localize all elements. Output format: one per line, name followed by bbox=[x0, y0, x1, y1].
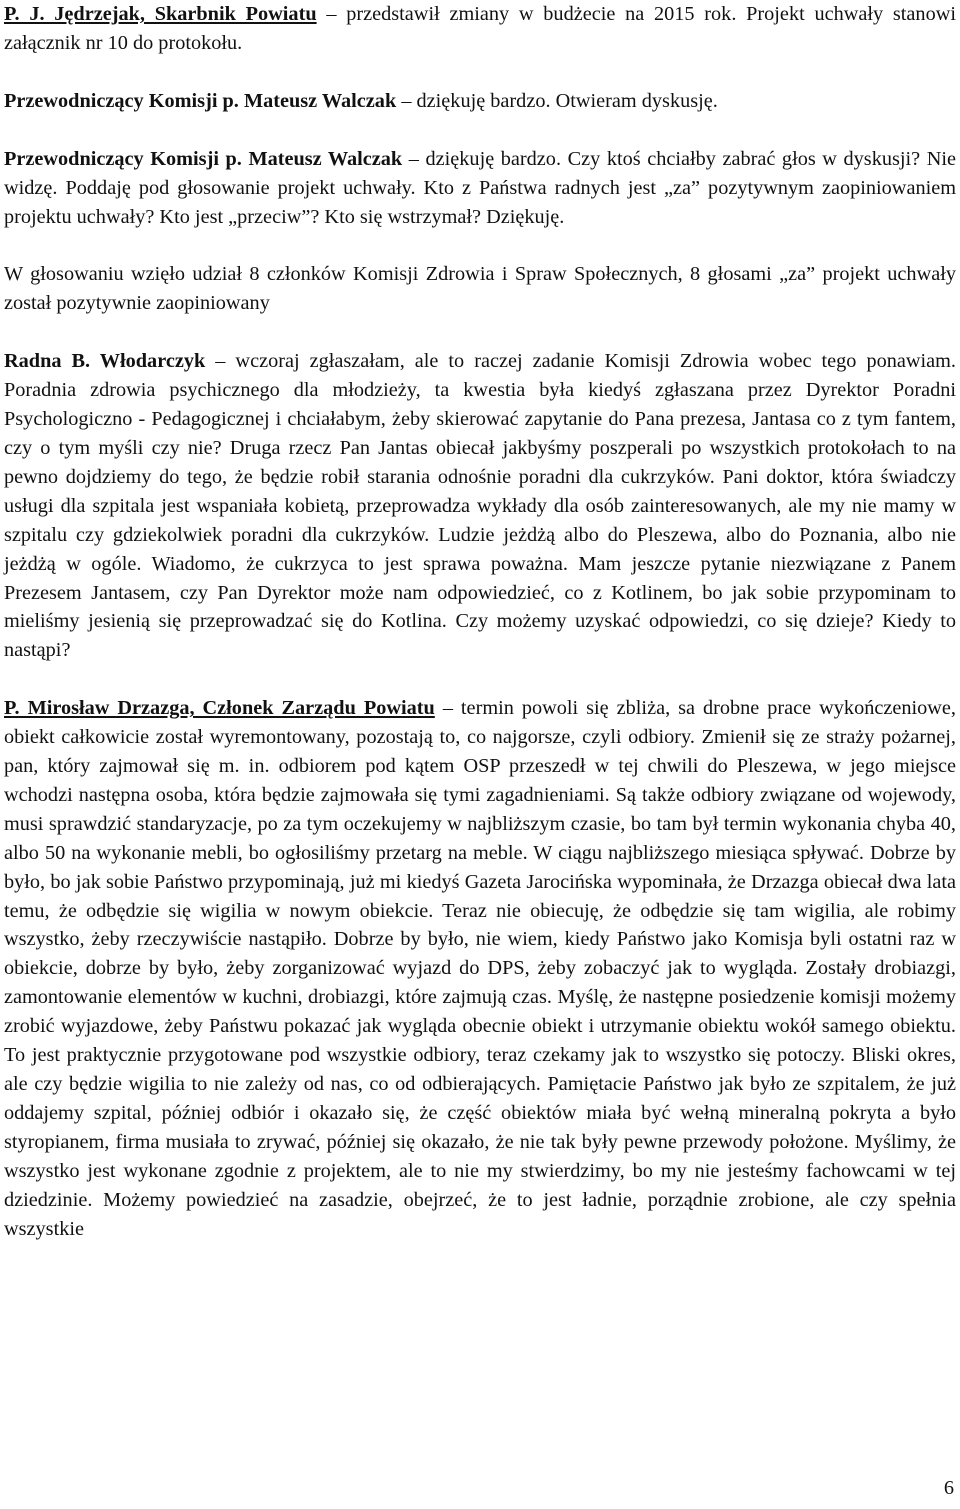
speaker-name: Przewodniczący Komisji p. Mateusz Walczak bbox=[4, 89, 397, 112]
paragraph-text: W głosowaniu wzięło udział 8 członków Komisji Zdrowia i Spraw Społecznych, 8 głosami „za” projekt uchwały został pozytywnie zaopiniowany bbox=[4, 263, 956, 315]
speaker-name: Radna B. Włodarczyk bbox=[4, 350, 206, 373]
paragraph-spacer bbox=[4, 318, 956, 347]
paragraph-chairman-open-discussion bbox=[4, 87, 956, 116]
paragraph-spacer bbox=[4, 58, 956, 87]
paragraph-councillor-wlodarczyk bbox=[4, 347, 956, 665]
paragraph-text: – dziękuję bardzo. Czy ktoś chciałby zabrać głos w dyskusji? Nie widzę. Poddaję pod głosowanie projekt uchwały. Kto z Państwa radnych jest „za” pozytywnym zaopiniowaniem projektu uchwały? Kto jest „przeciw”? Kto się wstrzymał? Dziękuję. bbox=[4, 147, 956, 228]
paragraph-treasurer-statement bbox=[4, 0, 956, 58]
paragraph-board-member-drzazga bbox=[4, 694, 956, 1243]
paragraph-text: – termin powoli się zbliża, sa drobne prace wykończeniowe, obiekt całkowicie został wyremontowany, pozostają to, co najgorsze, czyli odbiory. Zmienił się ze straży pożarnej, pan, który zajmował się m. in. odbiorem pod kątem OSP przeszedł w tej chwili do Pleszewa, w jego miejsce wchodzi następna osoba, która będzie zajmowała się tymi zagadnieniami. Są także odbiory związane od wojewody, musi sprawdzić standaryzacje, po za tym oczekujemy w najbliższym czasie, bo tam był termin wykonania chyba 40, albo 50 na wykonanie mebli, bo ogłosiliśmy przetarg na meble. W ciągu najbliższego miesiąca spływać. Dobrze by było, bo jak sobie Państwo przypominają, już mi kiedyś Gazeta Jarocińska wypominała, że Drzazga obiecał dwa lata temu, że odbędzie się wigilia w nowym obiekcie. Teraz nie obiecuję, że odbędzie się tam wigilia, ale robimy wszystko, żeby rzeczywiście nastąpiło. Dobrze by było, nie wiem, kiedy Państwo jako Komisja byli ostatni raz w obiekcie, dobrze by było, żeby zorganizować wyjazd do DPS, żeby zobaczyć jak to wygląda. Zostały drobiazgi, zamontowanie elementów w kuchni, drobiazgi, które zajmują czas. Myślę, że następne posiedzenie komisji możemy zrobić wyjazdowe, żeby Państwu pokazać jak wygląda obecnie obiekt i utrzymanie obiektu wokół samego obiektu. To jest praktycznie przygotowane pod wszystkie odbiory, teraz czekamy jak to wszystko się potoczy. Bliski okres, ale czy będzie wigilia to nie zależy od nas, co od odbierających. Pamiętacie Państwo jak było ze szpitalem, że już oddajemy szpital, później odbiór i okazało się, że część obiektów miała być wełną mineralną pokryta a było styropianem, firma musiała to zrywać, później się okazało, że nie tak były pewne przewody położone. Myślimy, że wszystko jest wykonane zgodnie z projektem, ale to nie my stwierdzimy, bo my nie jesteśmy fachowcami w tej dziedzinie. Możemy powiedzieć na zasadzie, obejrzeć, że to jest ładnie, porządnie zrobione, ale czy spełnia wszystkie bbox=[4, 697, 956, 1240]
paragraph-spacer bbox=[4, 116, 956, 145]
paragraph-vote-result bbox=[4, 260, 956, 318]
speaker-name: Przewodniczący Komisji p. Mateusz Walczak bbox=[4, 147, 403, 170]
page-number: 6 bbox=[943, 1477, 954, 1499]
paragraph-text: – przedstawił zmiany w budżecie na 2015 rok. Projekt uchwały stanowi załącznik nr 10 do protokołu. bbox=[4, 3, 956, 54]
paragraph-spacer bbox=[4, 665, 956, 694]
speaker-name: P. J. Jędrzejak, Skarbnik Powiatu bbox=[4, 3, 317, 25]
speaker-name: P. Mirosław Drzazga, Członek Zarządu Powiatu bbox=[4, 697, 435, 720]
paragraph-text: – dziękuję bardzo. Otwieram dyskusję. bbox=[401, 89, 718, 112]
paragraph-spacer bbox=[4, 231, 956, 260]
paragraph-text: – wczoraj zgłaszałam, ale to raczej zadanie Komisji Zdrowia wobec tego ponawiam. Poradnia zdrowia psychicznego dla młodzieży, ta kwestia była kiedyś zgłaszana przez Dyrektor Poradni Psychologiczno - Pedagogicznej i chciałabym, żeby skierować zapytanie do Pana prezesa, Jantasa co z tym fantem, czy o tym myśli czy nie? Druga rzecz Pan Jantas obiecał jakbyśmy poszperali po wszystkich protokołach to na pewno dojdziemy do tego, że będzie robił starania odnośnie poradni dla cukrzyków. Pani doktor, która świadczy usługi dla szpitala jest wspaniała kobietą, przeprowadza wykłady dla osób zainteresowanych, ale my nie mamy w szpitalu czy gdziekolwiek poradni dla cukrzyków. Ludzie jeżdżą albo do Pleszewa, albo do Poznania, albo nie jeżdżą w ogóle. Wiadomo, że cukrzyca to jest sprawa poważna. Mam jeszcze pytanie niezwiązane z Panem Prezesem Jantasem, czy Pan Dyrektor może nam odpowiedzieć, co z Kotlinem, bo jak sobie przypominam to mieliśmy jesienią się przeprowadzać się do Kotlina. Czy możemy uzyskać odpowiedzi, co się dzieje? Kiedy to nastąpi? bbox=[4, 350, 956, 662]
paragraph-chairman-vote bbox=[4, 145, 956, 232]
document-page bbox=[4, 0, 956, 1243]
